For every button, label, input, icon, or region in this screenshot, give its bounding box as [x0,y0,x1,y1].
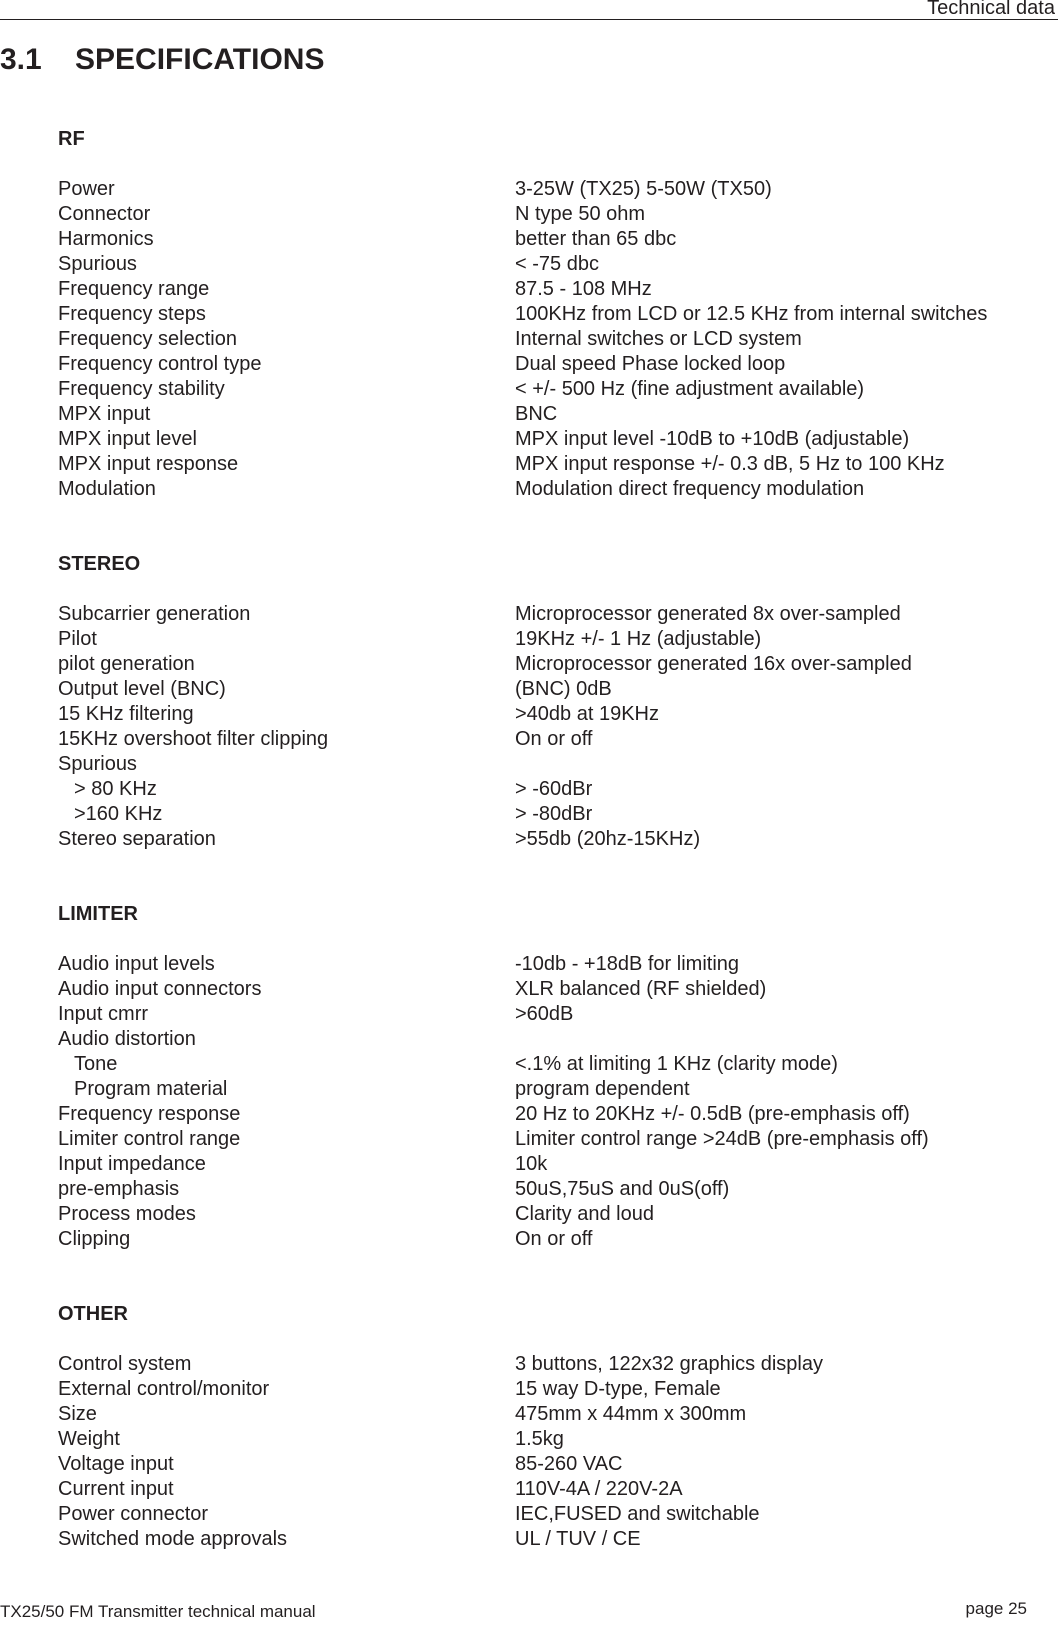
spec-label: Size [58,1403,97,1425]
spec-section-limiter [58,902,1048,1252]
spec-label: Clipping [58,1228,131,1250]
spec-label: Voltage input [58,1453,174,1475]
specifications-body [58,127,1048,1602]
spec-label: Spurious [58,253,137,275]
spec-value: 100KHz from LCD or 12.5 KHz from internal switches [515,303,988,325]
footer-page-number: page 25 [965,1599,1027,1618]
spec-row [58,952,1048,977]
spec-row [58,1077,1048,1102]
spec-row [58,427,1048,452]
spec-row [58,1477,1048,1502]
spec-label: Output level (BNC) [58,678,226,700]
spec-row [58,227,1048,252]
spec-section-other [58,1302,1048,1552]
spec-label: Audio input connectors [58,978,262,1000]
spec-value: N type 50 ohm [515,203,646,225]
spec-row [58,177,1048,202]
spec-value: (BNC) 0dB [515,678,612,700]
spec-value: UL / TUV / CE [515,1528,641,1550]
spec-section-rf [58,127,1048,502]
section-number: 3.1 [0,43,42,76]
spec-row [58,452,1048,477]
spec-label: Modulation [58,478,156,500]
spec-label: 15KHz overshoot filter clipping [58,728,329,750]
spec-label: Audio distortion [58,1028,196,1050]
spec-row [58,777,1048,802]
running-header: Technical data [927,0,1055,19]
spec-label: Frequency range [58,278,210,300]
spec-row [58,252,1048,277]
spec-value: better than 65 dbc [515,228,677,250]
spec-label: pilot generation [58,653,195,675]
spec-value: <.1% at limiting 1 KHz (clarity mode) [515,1053,838,1075]
spec-label: Harmonics [58,228,154,250]
spec-value: On or off [515,1228,593,1250]
spec-label: pre-emphasis [58,1178,180,1200]
spec-label: Current input [58,1478,174,1500]
spec-row [58,702,1048,727]
spec-row [58,802,1048,827]
spec-value: 87.5 - 108 MHz [515,278,652,300]
spec-row [58,202,1048,227]
spec-value: >40db at 19KHz [515,703,659,725]
spec-value: Limiter control range >24dB (pre-emphasis off) [515,1128,929,1150]
spec-label: Frequency control type [58,353,262,375]
spec-value: Modulation direct frequency modulation [515,478,865,500]
spec-value: program dependent [515,1078,690,1100]
spec-value: 85-260 VAC [515,1453,623,1475]
spec-row [58,1177,1048,1202]
spec-label: Subcarrier generation [58,603,251,625]
spec-value: 3 buttons, 122x32 graphics display [515,1353,823,1375]
spec-value: -10db - +18dB for limiting [515,953,740,975]
spec-label: Tone [74,1053,118,1075]
spec-row [58,1502,1048,1527]
page-title [0,42,324,78]
spec-value: 110V-4A / 220V-2A [515,1478,683,1500]
spec-row [58,977,1048,1002]
spec-value [515,752,1048,777]
spec-row [58,652,1048,677]
spec-row [58,477,1048,502]
spec-value: MPX input response +/- 0.3 dB, 5 Hz to 100 KHz [515,453,945,475]
spec-row [58,327,1048,352]
spec-value: < -75 dbc [515,253,599,275]
footer-manual-title: TX25/50 FM Transmitter technical manual [0,1602,316,1621]
spec-value: XLR balanced (RF shielded) [515,978,767,1000]
spec-label: Switched mode approvals [58,1528,288,1550]
spec-value: > -80dBr [515,803,593,825]
spec-value: 3-25W (TX25) 5-50W (TX50) [515,178,772,200]
spec-value: < +/- 500 Hz (fine adjustment available) [515,378,865,400]
spec-label: External control/monitor [58,1378,270,1400]
section-title: SPECIFICATIONS [75,43,325,76]
spec-label: Process modes [58,1203,196,1225]
spec-value: 10k [515,1153,548,1175]
spec-value [515,1027,1048,1052]
spec-row [58,377,1048,402]
spec-value: >60dB [515,1003,574,1025]
spec-label: 15 KHz filtering [58,703,194,725]
spec-label: Pilot [58,628,97,650]
spec-row [58,602,1048,627]
spec-section-stereo [58,552,1048,852]
spec-value: 50uS,75uS and 0uS(off) [515,1178,730,1200]
spec-row [58,677,1048,702]
spec-row [58,1102,1048,1127]
spec-label: Power connector [58,1503,209,1525]
spec-row [58,1152,1048,1177]
spec-row [58,1002,1048,1027]
spec-row [58,402,1048,427]
spec-value: Microprocessor generated 16x over-sampled [515,653,912,675]
spec-label: MPX input [58,403,151,425]
spec-label: Connector [58,203,151,225]
spec-label: Audio input levels [58,953,215,975]
spec-label: MPX input level [58,428,197,450]
spec-value: MPX input level -10dB to +10dB (adjustable) [515,428,910,450]
spec-value: 475mm x 44mm x 300mm [515,1403,747,1425]
spec-label: Weight [58,1428,120,1450]
spec-label: > 80 KHz [74,778,157,800]
spec-row [58,727,1048,752]
spec-row [58,1402,1048,1427]
spec-label: >160 KHz [74,803,163,825]
spec-row [58,1052,1048,1077]
spec-row [58,752,1048,777]
spec-row [58,302,1048,327]
spec-row [58,1027,1048,1052]
spec-label: Program material [74,1078,228,1100]
spec-value: IEC,FUSED and switchable [515,1503,760,1525]
spec-row [58,1427,1048,1452]
spec-label: Frequency steps [58,303,206,325]
spec-value: Clarity and loud [515,1203,654,1225]
spec-row [58,1452,1048,1477]
spec-label: Input cmrr [58,1003,149,1025]
spec-label: Spurious [58,753,137,775]
spec-value: BNC [515,403,558,425]
spec-value: Dual speed Phase locked loop [515,353,786,375]
spec-label: MPX input response [58,453,239,475]
spec-label: Limiter control range [58,1128,241,1150]
spec-row [58,277,1048,302]
spec-value: 1.5kg [515,1428,564,1450]
spec-label: Frequency selection [58,328,237,350]
spec-value: 20 Hz to 20KHz +/- 0.5dB (pre-emphasis off) [515,1103,910,1125]
spec-label: Power [58,178,115,200]
spec-row [58,627,1048,652]
section-heading: STEREO [58,553,141,575]
spec-row [58,1377,1048,1402]
spec-row [58,1227,1048,1252]
spec-value: Microprocessor generated 8x over-sampled [515,603,901,625]
spec-row [58,1352,1048,1377]
spec-value: Internal switches or LCD system [515,328,802,350]
spec-row [58,1127,1048,1152]
spec-value: > -60dBr [515,778,593,800]
spec-label: Frequency stability [58,378,225,400]
section-heading: RF [58,128,85,150]
spec-row [58,1202,1048,1227]
spec-label: Frequency response [58,1103,241,1125]
section-heading: OTHER [58,1303,128,1325]
spec-value: 15 way D-type, Female [515,1378,721,1400]
spec-row [58,352,1048,377]
spec-value: On or off [515,728,593,750]
spec-value: 19KHz +/- 1 Hz (adjustable) [515,628,762,650]
spec-value: >55db (20hz-15KHz) [515,828,701,850]
header-rule [0,19,1058,20]
spec-label: Control system [58,1353,192,1375]
section-heading: LIMITER [58,903,138,925]
spec-row [58,827,1048,852]
spec-label: Input impedance [58,1153,206,1175]
spec-row [58,1527,1048,1552]
spec-label: Stereo separation [58,828,216,850]
